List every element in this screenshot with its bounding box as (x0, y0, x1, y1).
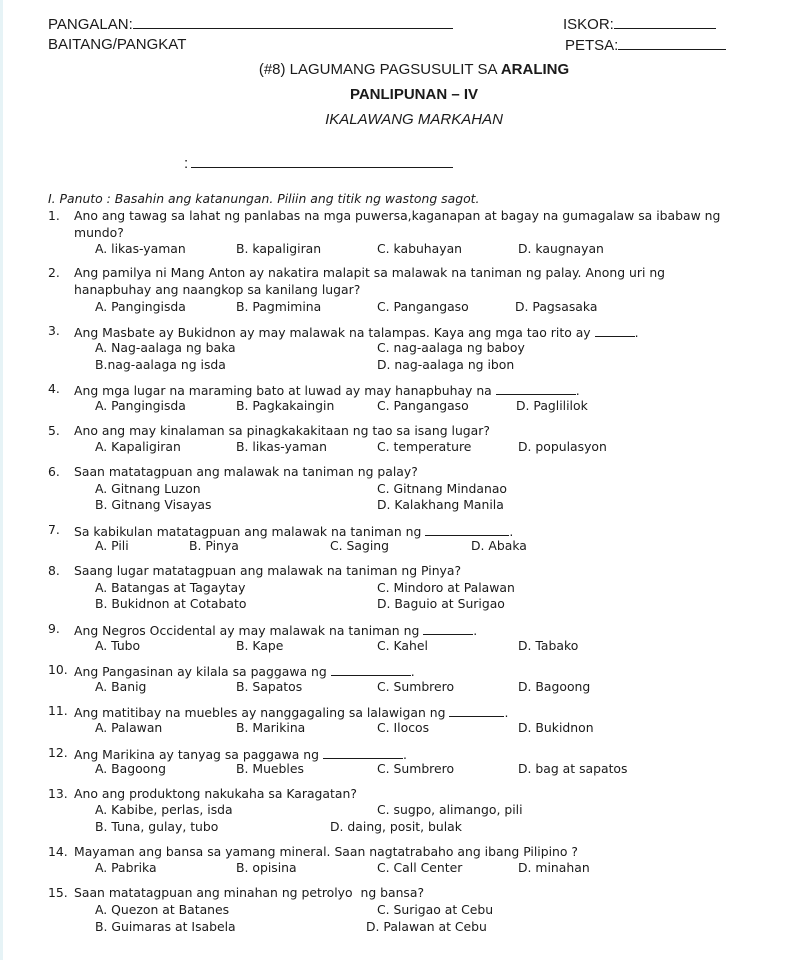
option-a[interactable]: A. Pangingisda (95, 398, 186, 413)
question-number: 9. (48, 621, 60, 636)
option-c[interactable]: C. Call Center (377, 860, 463, 875)
option-a[interactable]: A. Pangingisda (95, 299, 186, 314)
option-a[interactable]: A. Pabrika (95, 860, 157, 875)
question-text: Ang Marikina ay tanyag sa paggawa ng (74, 747, 320, 762)
question-text-cont: hanapbuhay ang naangkop sa kanilang lugar? (74, 282, 361, 297)
date-blank[interactable] (618, 36, 726, 50)
date-field[interactable] (565, 36, 726, 55)
option-b[interactable]: B. Muebles (236, 761, 304, 776)
option-b[interactable]: B. Pagmimina (236, 299, 322, 314)
option-c[interactable]: C. Pangangaso (377, 299, 469, 314)
colon: : (184, 155, 189, 172)
option-a[interactable]: A. Batangas at Tagaytay (95, 580, 246, 595)
topic-field[interactable] (184, 154, 453, 173)
date-label: PETSA: (565, 37, 619, 54)
option-b[interactable]: B. Guimaras at Isabela (95, 919, 236, 934)
title-line-2: PANLIPUNAN – IV (349, 86, 479, 103)
option-d[interactable]: D. nag-aalaga ng ibon (377, 357, 515, 372)
option-c[interactable]: C. Surigao at Cebu (377, 902, 494, 917)
option-b[interactable]: B. Pinya (189, 538, 239, 553)
question-number: 12. (48, 745, 68, 760)
option-c[interactable]: C. Sumbrero (377, 679, 455, 694)
question-number: 10. (48, 662, 68, 677)
score-field[interactable] (563, 15, 716, 34)
option-d[interactable]: D. Pagsasaka (515, 299, 598, 314)
question-text: Ang Negros Occidental ay may malawak na taniman ng (74, 623, 420, 638)
option-b[interactable]: B.nag-aalaga ng isda (95, 357, 226, 372)
grade-label: BAITANG/PANGKAT (48, 36, 187, 53)
option-c[interactable]: C. Mindoro at Palawan (377, 580, 515, 595)
option-d[interactable]: D. Abaka (471, 538, 527, 553)
option-d[interactable]: D. Palawan at Cebu (366, 919, 487, 934)
question-text: Ang Pangasinan ay kilala sa paggawa ng (74, 664, 327, 679)
question-number: 13. (48, 786, 68, 801)
answer-blank[interactable] (496, 381, 576, 395)
question-number: 15. (48, 885, 68, 900)
option-b[interactable]: B. Gitnang Visayas (95, 497, 212, 512)
question-number: 11. (48, 703, 68, 718)
answer-blank[interactable] (331, 662, 411, 676)
answer-blank[interactable] (425, 522, 509, 536)
option-c[interactable]: C. Ilocos (377, 720, 430, 735)
option-b[interactable]: B. Bukidnon at Cotabato (95, 596, 247, 611)
question-text: Sa kabikulan matatagpuan ang malawak na taniman ng (74, 524, 422, 539)
subtitle: IKALAWANG MARKAHAN (325, 111, 503, 128)
question-number: 8. (48, 563, 60, 578)
title-text: (#8) LAGUMANG PAGSUSULIT SA (258, 61, 501, 78)
question-text: Ang matitibay na muebles ay nanggagaling sa lalawigan ng (74, 705, 446, 720)
option-a[interactable]: A. Kapaligiran (95, 439, 181, 454)
question-text: Mayaman ang bansa sa yamang mineral. Saan nagtatrabaho ang ibang Pilipino ? (74, 844, 579, 859)
question-number: 2. (48, 265, 60, 280)
question-text: Ang pamilya ni Mang Anton ay nakatira malapit sa malawak na taniman ng palay. Anong uri ng (74, 265, 666, 280)
option-b[interactable]: B. Kape (236, 638, 284, 653)
page-edge (0, 0, 3, 960)
option-c[interactable]: C. sugpo, alimango, pili (377, 802, 523, 817)
option-a[interactable]: A. likas-yaman (95, 241, 186, 256)
option-a[interactable]: A. Gitnang Luzon (95, 481, 201, 496)
option-d[interactable]: D. minahan (518, 860, 590, 875)
question-text: Saan matatagpuan ang malawak na taniman ng palay? (74, 464, 418, 479)
topic-blank[interactable] (191, 154, 453, 168)
option-c[interactable]: C. kabuhayan (377, 241, 463, 256)
option-d[interactable]: D. bag at sapatos (518, 761, 628, 776)
question-text: Ano ang may kinalaman sa pinagkakakitaan ng tao sa isang lugar? (74, 423, 490, 438)
option-b[interactable]: B. Pagkakaingin (236, 398, 335, 413)
option-d[interactable]: D. kaugnayan (518, 241, 604, 256)
question-number: 3. (48, 323, 60, 338)
question-text: Ang mga lugar na maraming bato at luwad ay may hanapbuhay na (74, 383, 492, 398)
option-a[interactable]: A. Bagoong (95, 761, 166, 776)
title-line-1 (0, 61, 800, 79)
option-b[interactable]: B. likas-yaman (236, 439, 327, 454)
option-a[interactable]: A. Kabibe, perlas, isda (95, 802, 233, 817)
question-number: 5. (48, 423, 60, 438)
option-a[interactable]: A. Palawan (95, 720, 163, 735)
answer-blank[interactable] (449, 703, 504, 717)
option-a[interactable]: A. Tubo (95, 638, 141, 653)
question-text-cont: mundo? (74, 225, 124, 240)
option-a[interactable]: A. Banig (95, 679, 147, 694)
question-text: Ang Masbate ay Bukidnon ay may malawak na talampas. Kaya ang mga tao rito ay (74, 325, 591, 340)
option-c[interactable]: C. nag-aalaga ng baboy (377, 340, 525, 355)
option-a[interactable]: A. Nag-aalaga ng baka (95, 340, 236, 355)
option-a[interactable]: A. Pili (95, 538, 129, 553)
answer-blank[interactable] (323, 745, 403, 759)
question-text: Saang lugar matatagpuan ang malawak na taniman ng Pinya? (74, 563, 462, 578)
score-blank[interactable] (614, 15, 716, 29)
option-d[interactable]: D. Kalakhang Manila (377, 497, 504, 512)
answer-blank[interactable] (423, 621, 473, 635)
instructions: I. Panuto : Basahin ang katanungan. Piliin ang titik ng wastong sagot. (48, 191, 480, 206)
option-c[interactable]: C. temperature (377, 439, 472, 454)
name-field[interactable] (48, 15, 453, 34)
option-b[interactable]: B. kapaligiran (236, 241, 322, 256)
question-number: 7. (48, 522, 60, 537)
option-d[interactable]: D. populasyon (518, 439, 607, 454)
option-b[interactable]: B. opisina (236, 860, 297, 875)
option-d[interactable]: D. Tabako (518, 638, 579, 653)
question-number: 4. (48, 381, 60, 396)
option-d[interactable]: D. Paglililok (516, 398, 588, 413)
option-b[interactable]: B. Tuna, gulay, tubo (95, 819, 219, 834)
option-b[interactable]: B. Sapatos (236, 679, 303, 694)
answer-blank[interactable] (595, 323, 635, 337)
option-b[interactable]: B. Marikina (236, 720, 306, 735)
question-number: 1. (48, 208, 60, 223)
option-c[interactable]: C. Pangangaso (377, 398, 469, 413)
option-c[interactable]: C. Saging (330, 538, 390, 553)
option-d[interactable]: D. Bagoong (518, 679, 591, 694)
name-blank[interactable] (133, 15, 453, 29)
option-c[interactable]: C. Kahel (377, 638, 428, 653)
option-d[interactable]: D. daing, posit, bulak (330, 819, 462, 834)
question-text: Ano ang tawag sa lahat ng panlabas na mga puwersa,kaganapan at bagay na gumagalaw sa ibabaw ng (74, 208, 721, 223)
option-d[interactable]: D. Baguio at Surigao (377, 596, 505, 611)
option-c[interactable]: C. Sumbrero (377, 761, 455, 776)
option-d[interactable]: D. Bukidnon (518, 720, 594, 735)
question-text: Ano ang produktong nakukaha sa Karagatan? (74, 786, 357, 801)
name-label: PANGALAN: (48, 16, 133, 33)
question-number: 6. (48, 464, 60, 479)
option-a[interactable]: A. Quezon at Batanes (95, 902, 230, 917)
title-bold: ARALING (500, 61, 570, 78)
option-c[interactable]: C. Gitnang Mindanao (377, 481, 508, 496)
question-text: Saan matatagpuan ang minahan ng petrolyo ng bansa? (74, 885, 425, 900)
score-label: ISKOR: (563, 16, 614, 33)
question-number: 14. (48, 844, 68, 859)
